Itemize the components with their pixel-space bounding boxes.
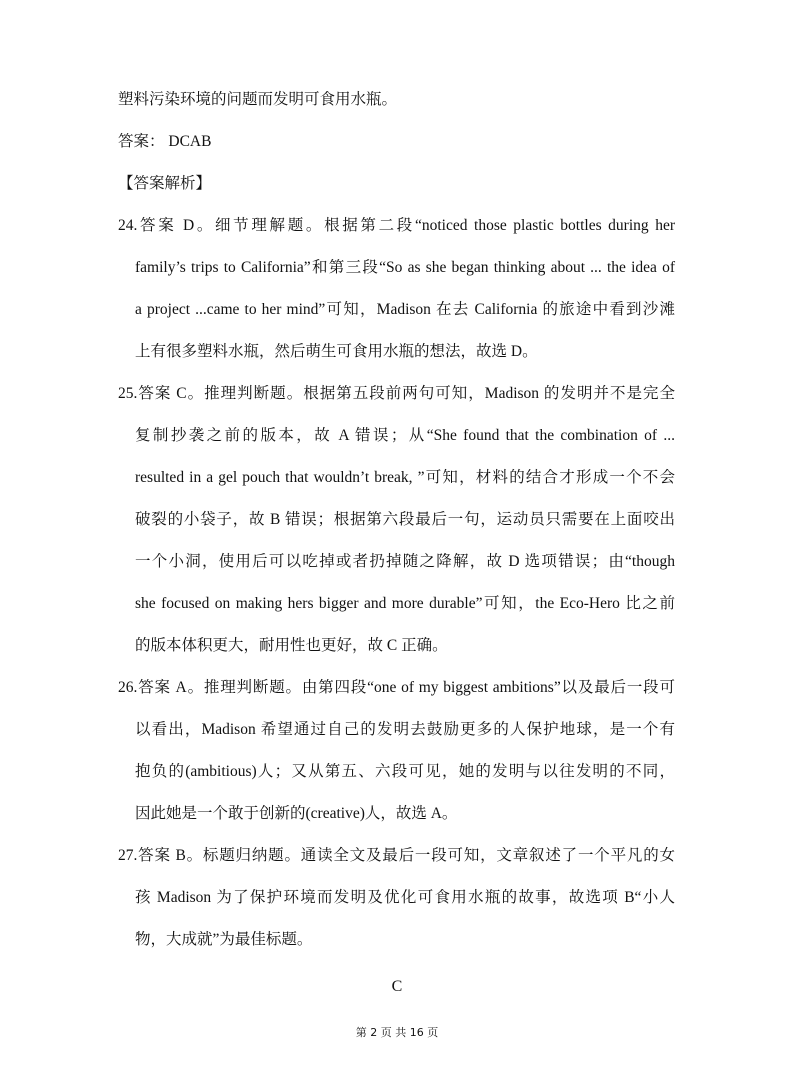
q25-line-3: resulted in a gel pouch that wouldn’t break, ”可知，材料的结合才形成一个不会 [135,469,675,486]
q27-line-3: 物，大成就”为最佳标题。 [135,931,313,948]
q26-line-3: 抱负的(ambitious)人；又从第五、六段可见，她的发明与以往发明的不同， [135,763,675,780]
q27-line-1: 27.答案 B。标题归纳题。通读全文及最后一段可知，文章叙述了一个平凡的女 [118,847,675,864]
q27-line-2: 孩 Madison 为了保护环境而发明及优化可食用水瓶的故事，故选项 B“小人 [135,889,675,906]
q25-line-2: 复制抄袭之前的版本，故 A 错误；从“She found that the combination of ... [135,427,675,444]
q26-line-2: 以看出，Madison 希望通过自己的发明去鼓励更多的人保护地球，是一个有 [135,721,675,738]
analysis-heading: 【答案解析】 [118,175,212,192]
q26-line-4: 因此她是一个敢于创新的(creative)人，故选 A。 [135,805,458,822]
answer-line: 答案： DCAB [118,133,212,150]
q24-line-3: a project ...came to her mind”可知，Madison 在去 California 的旅途中看到沙滩 [135,301,675,318]
q25-line-1: 25.答案 C。推理判断题。根据第五段前两句可知，Madison 的发明并不是完全 [118,385,675,402]
top-line: 塑料污染环境的问题而发明可食用水瓶。 [118,91,398,108]
q24-line-2: family’s trips to California”和第三段“So as she began thinking about ... the idea of [135,259,675,276]
q25-line-5: 一个小洞，使用后可以吃掉或者扔掉随之降解，故 D 选项错误；由“though [135,553,675,570]
q26-line-1: 26.答案 A。推理判断题。由第四段“one of my biggest ambitions”以及最后一段可 [118,679,675,696]
section-letter: C [391,978,403,995]
q25-line-4: 破裂的小袋子，故 B 错误；根据第六段最后一句，运动员只需要在上面咬出 [135,511,675,528]
q25-line-7: 的版本体积更大，耐用性也更好，故 C 正确。 [135,637,448,654]
q24-line-4: 上有很多塑料水瓶，然后萌生可食用水瓶的想法，故选 D。 [135,343,538,360]
q25-line-6: she focused on making hers bigger and more durable”可知，the Eco-Hero 比之前 [135,595,675,612]
q24-line-1: 24.答案 D。细节理解题。根据第二段“noticed those plastic bottles during her [118,217,675,234]
page-footer: 第 2 页 共 16 页 [355,1026,439,1039]
